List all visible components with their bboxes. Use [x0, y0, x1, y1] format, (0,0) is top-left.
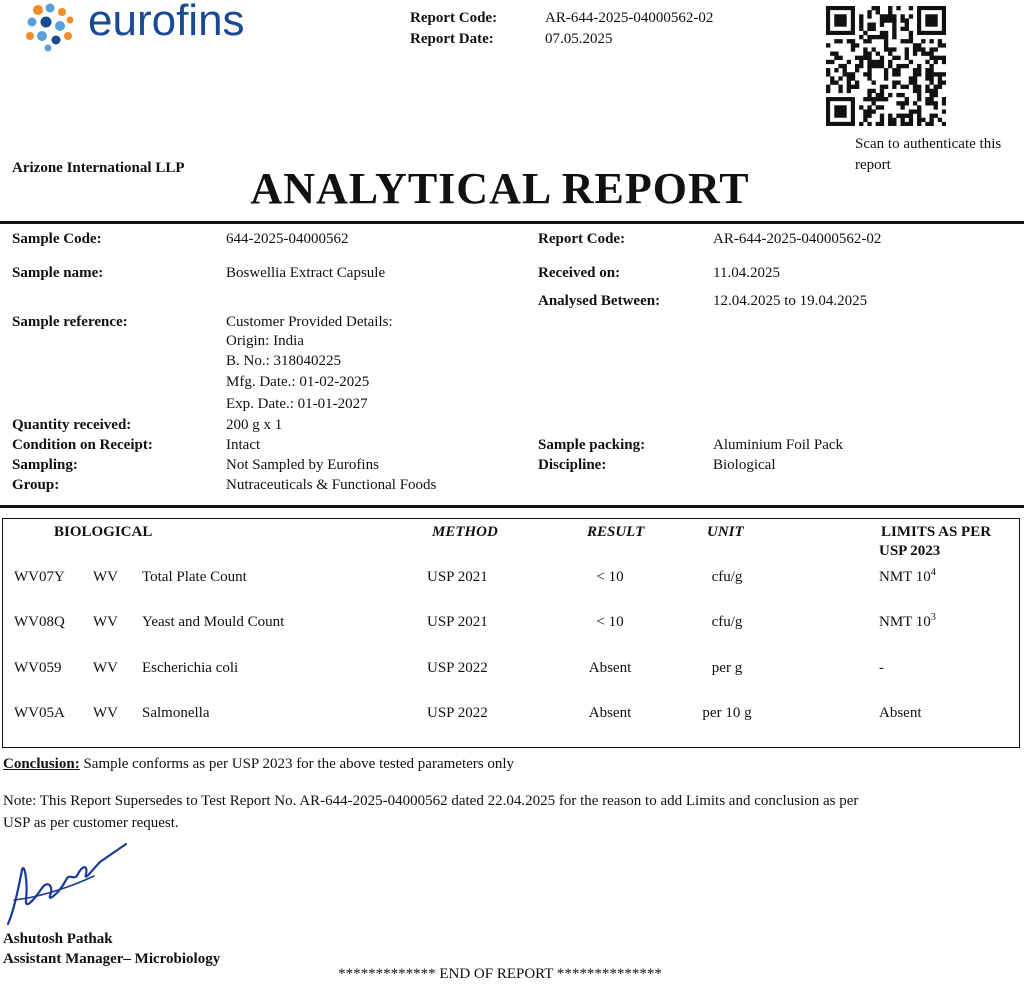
title-divider	[0, 221, 1024, 224]
table-cell-code: WV059	[14, 660, 62, 676]
table-cell-type: WV	[93, 614, 118, 630]
discipline-value: Biological	[713, 457, 776, 473]
table-cell-result: Absent	[588, 705, 632, 721]
table-cell-limit	[879, 569, 936, 586]
table-cell-type: WV	[93, 705, 118, 721]
sample-code-value: 644-2025-04000562	[226, 231, 349, 247]
limit-exponent: 4	[930, 567, 936, 578]
details-divider	[0, 505, 1024, 508]
received-on-label: Received on:	[538, 265, 621, 281]
logo-wordmark: eurofins	[88, 0, 245, 45]
right-report-code-value: AR-644-2025-04000562-02	[713, 231, 882, 247]
table-cell-code: WV05A	[14, 705, 65, 721]
discipline-label: Discipline:	[538, 457, 607, 473]
scan-to-authenticate-text: Scan to authenticate this report	[855, 136, 1002, 173]
table-cell-unit: cfu/g	[711, 614, 743, 630]
note-line-2: USP as per customer request.	[3, 815, 179, 831]
client-name: Arizone International LLP	[12, 160, 185, 176]
signatory-title: Assistant Manager– Microbiology	[3, 951, 221, 967]
right-report-code-label: Report Code:	[538, 231, 626, 247]
sample-name-label: Sample name:	[12, 265, 104, 281]
table-cell-method: USP 2021	[427, 569, 488, 585]
condition-on-receipt-value: Intact	[226, 437, 261, 453]
sample-name-value: Boswellia Extract Capsule	[226, 265, 386, 281]
qr-code-icon[interactable]	[826, 6, 946, 126]
note-line-1: Note: This Report Supersedes to Test Report No. AR-644-2025-04000562 dated 22.04.2025 for the reason to add Limits and conclusion as per	[3, 793, 859, 809]
limit-exponent: 3	[930, 612, 936, 623]
table-cell-result: < 10	[596, 569, 624, 585]
analysed-between-value: 12.04.2025 to 19.04.2025	[713, 293, 868, 309]
report-code-value: AR-644-2025-04000562-02	[545, 10, 714, 26]
received-on-value: 11.04.2025	[713, 265, 780, 281]
page-title: ANALYTICAL REPORT	[250, 164, 750, 213]
table-cell-result: < 10	[596, 614, 624, 630]
limit-text: NMT 10	[879, 569, 931, 585]
table-cell-unit: per g	[711, 660, 743, 676]
condition-on-receipt-label: Condition on Receipt:	[12, 437, 153, 453]
sample-reference-line: Customer Provided Details:	[226, 314, 393, 330]
table-cell-test: Escherichia coli	[142, 660, 239, 676]
table-cell-limit	[879, 614, 936, 631]
analysed-between-label: Analysed Between:	[538, 293, 661, 309]
table-header-method: METHOD	[432, 524, 498, 540]
table-cell-method: USP 2021	[427, 614, 488, 630]
table-cell-test: Salmonella	[142, 705, 210, 721]
group-value: Nutraceuticals & Functional Foods	[226, 477, 437, 493]
quantity-received-value: 200 g x 1	[226, 417, 283, 433]
limit-text: NMT 10	[879, 614, 931, 630]
signatory-name: Ashutosh Pathak	[3, 931, 113, 947]
sample-reference-line: B. No.: 318040225	[226, 353, 342, 369]
conclusion-label: Conclusion:	[3, 756, 80, 772]
table-cell-test: Yeast and Mould Count	[142, 614, 285, 630]
signature-image	[4, 840, 134, 930]
eurofins-dots-icon	[24, 2, 76, 52]
table-cell-method: USP 2022	[427, 660, 488, 676]
table-cell-unit: per 10 g	[702, 705, 752, 721]
table-header-unit: UNIT	[707, 524, 744, 540]
table-cell-method: USP 2022	[427, 705, 488, 721]
group-label: Group:	[12, 477, 60, 493]
sampling-value: Not Sampled by Eurofins	[226, 457, 379, 473]
sample-reference-label: Sample reference:	[12, 314, 128, 330]
table-cell-result: Absent	[588, 660, 632, 676]
table-cell-unit: cfu/g	[711, 569, 743, 585]
table-header-result: RESULT	[587, 524, 645, 540]
table-cell-type: WV	[93, 660, 118, 676]
table-cell-limit: -	[879, 660, 884, 676]
table-cell-limit: Absent	[879, 705, 922, 721]
sample-reference-line: Origin: India	[226, 333, 304, 349]
report-date-value: 07.05.2025	[545, 31, 613, 47]
table-header-limits-standard: USP 2023	[879, 543, 941, 559]
table-header-biological: BIOLOGICAL	[54, 524, 153, 540]
table-cell-code: WV08Q	[14, 614, 65, 630]
sample-code-label: Sample Code:	[12, 231, 102, 247]
report-code-label: Report Code:	[410, 10, 498, 26]
sample-reference-line: Exp. Date.: 01-01-2027	[226, 396, 368, 412]
sample-packing-label: Sample packing:	[538, 437, 646, 453]
sample-reference-line: Mfg. Date.: 01-02-2025	[226, 374, 370, 390]
quantity-received-label: Quantity received:	[12, 417, 132, 433]
table-cell-code: WV07Y	[14, 569, 65, 585]
sampling-label: Sampling:	[12, 457, 78, 473]
conclusion	[3, 756, 514, 773]
sample-packing-value: Aluminium Foil Pack	[713, 437, 844, 453]
table-cell-test: Total Plate Count	[142, 569, 247, 585]
conclusion-text: Sample conforms as per USP 2023 for the above tested parameters only	[83, 756, 515, 772]
report-date-label: Report Date:	[410, 31, 494, 47]
end-of-report: ************* END OF REPORT **************	[338, 966, 662, 982]
table-header-limits: LIMITS AS PER	[881, 524, 992, 540]
table-cell-type: WV	[93, 569, 118, 585]
eurofins-logo	[24, 2, 284, 52]
